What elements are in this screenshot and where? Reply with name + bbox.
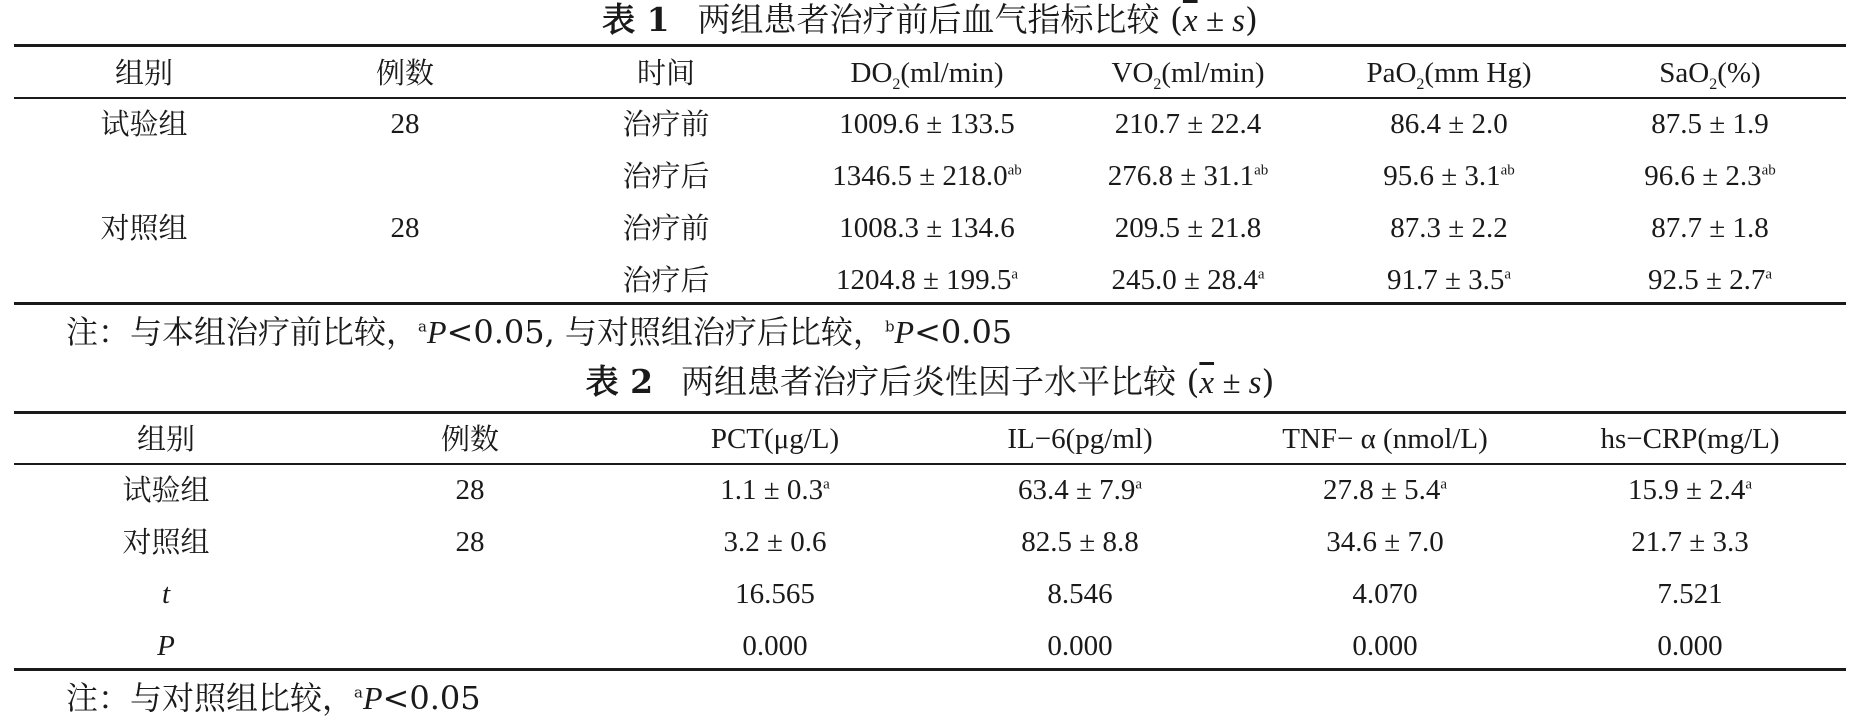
table2-bottom-rule xyxy=(14,668,1846,671)
table1-header-rule xyxy=(14,97,1846,99)
t2-cell-count: 28 xyxy=(455,526,485,558)
t1-cell-pao2: 95.6 ± 3.1$^{ab}$ xyxy=(1383,160,1515,192)
t1-cell-sao2: 92.5 ± 2.7$^a$ xyxy=(1647,264,1773,296)
table2-caption-close: ) xyxy=(1261,362,1275,401)
t1-cell-vo2: 245.0 ± 28.4$^a$ xyxy=(1111,264,1265,296)
t2-cell-pct: 16.565 xyxy=(735,578,815,610)
t1-header-count: 例数 xyxy=(375,56,435,90)
t2-cell-tnf: 4.070 xyxy=(1352,578,1418,610)
t1-header-time: 时间 xyxy=(636,56,696,90)
t2-header-pct: PCT(μg/L) xyxy=(710,423,840,455)
table1-note: 注：与本组治疗前比较，$^a$P<0.05, 与对照组治疗后比较，$^b$P<0.05 xyxy=(66,313,1013,351)
t1-header-vo2: $VO_2(ml/\min)$ xyxy=(1111,57,1265,93)
t2-header-count: 例数 xyxy=(440,422,500,456)
table1-top-rule xyxy=(14,44,1846,47)
t1-cell-time: 治疗后 xyxy=(622,159,710,193)
t2-cell-count: 28 xyxy=(455,474,485,506)
t2-cell-il6: 0.000 xyxy=(1047,630,1113,662)
t2-cell-pct: 0.000 xyxy=(742,630,808,662)
t1-header-pao2: PaO$_2$(mm Hg) xyxy=(1366,57,1532,93)
t1-cell-vo2: 209.5 ± 21.8 xyxy=(1114,212,1262,244)
t1-header-sao2: SaO$_2$(%) xyxy=(1659,57,1761,93)
table1-mean-symbol: $\overline{x}$ xyxy=(1182,3,1198,39)
t1-cell-vo2: 210.7 ± 22.4 xyxy=(1114,108,1262,140)
t1-cell-count: 28 xyxy=(390,212,420,244)
t1-cell-vo2: 276.8 ± 31.1$^{ab}$ xyxy=(1107,160,1269,192)
table2-header-rule xyxy=(14,463,1846,465)
t2-cell-crp: 7.521 xyxy=(1657,578,1723,610)
t1-cell-time: 治疗前 xyxy=(622,107,710,141)
t1-cell-time: 治疗前 xyxy=(622,211,710,245)
t2-cell-group: P xyxy=(157,630,175,662)
table2-title xyxy=(0,362,1860,403)
t1-cell-sao2: 87.5 ± 1.9 xyxy=(1651,108,1769,140)
t2-cell-group: t xyxy=(161,578,171,610)
t1-cell-do2: 1346.5 ± 218.0$^{ab}$ xyxy=(832,160,1022,192)
table2-label: 表 2 xyxy=(585,362,654,401)
t2-cell-tnf: 0.000 xyxy=(1352,630,1418,662)
table2-mean-symbol: $\overline{x}$ xyxy=(1199,365,1215,401)
table2-note: 注：与对照组比较，$^a$P<0.05 xyxy=(66,679,481,717)
t2-header-tnf: TNF− α (nmol/L) xyxy=(1282,423,1488,455)
table1-bottom-rule xyxy=(14,302,1846,305)
t2-cell-pct: 3.2 ± 0.6 xyxy=(723,526,827,558)
t2-cell-il6: 63.4 ± 7.9$^a$ xyxy=(1017,474,1143,506)
table2-pm-s: ± s xyxy=(1214,365,1262,401)
table1-caption: 两组患者治疗前后血气指标比较 ( xyxy=(697,0,1183,39)
table1-label: 表 1 xyxy=(602,0,670,39)
t1-cell-sao2: 87.7 ± 1.8 xyxy=(1651,212,1769,244)
t2-cell-pct: 1.1 ± 0.3$^a$ xyxy=(720,474,830,506)
table1-pm-s: ± s xyxy=(1197,3,1246,39)
t2-cell-crp: 15.9 ± 2.4$^a$ xyxy=(1627,474,1753,506)
t1-cell-group: 对照组 xyxy=(100,211,188,245)
t1-cell-sao2: 96.6 ± 2.3$^{ab}$ xyxy=(1644,160,1776,192)
t1-header-do2: $DO_2(ml/\min)$ xyxy=(850,57,1004,93)
table2-caption: 两组患者治疗后炎性因子水平比较 ( xyxy=(681,362,1200,401)
t1-cell-time: 治疗后 xyxy=(622,263,710,297)
t1-cell-count: 28 xyxy=(390,108,420,140)
t2-header-group: 组别 xyxy=(136,422,196,456)
t1-cell-do2: 1204.8 ± 199.5$^a$ xyxy=(835,264,1019,296)
t2-cell-tnf: 34.6 ± 7.0 xyxy=(1326,526,1444,558)
t2-cell-tnf: 27.8 ± 5.4$^a$ xyxy=(1322,474,1448,506)
t1-cell-do2: 1009.6 ± 133.5 xyxy=(839,108,1015,140)
t2-header-crp: hs−CRP(mg/L) xyxy=(1600,423,1780,455)
t1-header-group: 组别 xyxy=(114,56,174,90)
t2-cell-group: 对照组 xyxy=(122,525,210,559)
t1-cell-do2: 1008.3 ± 134.6 xyxy=(839,212,1015,244)
t2-header-il6: IL−6(pg/ml) xyxy=(1007,423,1153,455)
t1-cell-pao2: 91.7 ± 3.5$^a$ xyxy=(1386,264,1512,296)
table2-top-rule xyxy=(14,411,1846,414)
t2-cell-crp: 0.000 xyxy=(1657,630,1723,662)
t2-cell-group: 试验组 xyxy=(122,473,210,507)
table1-caption-close: ) xyxy=(1245,0,1258,39)
t2-cell-crp: 21.7 ± 3.3 xyxy=(1631,526,1749,558)
t1-cell-pao2: 86.4 ± 2.0 xyxy=(1390,108,1508,140)
t1-cell-pao2: 87.3 ± 2.2 xyxy=(1390,212,1508,244)
t2-cell-il6: 82.5 ± 8.8 xyxy=(1021,526,1139,558)
table1-title xyxy=(0,0,1860,41)
t2-cell-il6: 8.546 xyxy=(1047,578,1113,610)
t1-cell-group: 试验组 xyxy=(100,107,188,141)
